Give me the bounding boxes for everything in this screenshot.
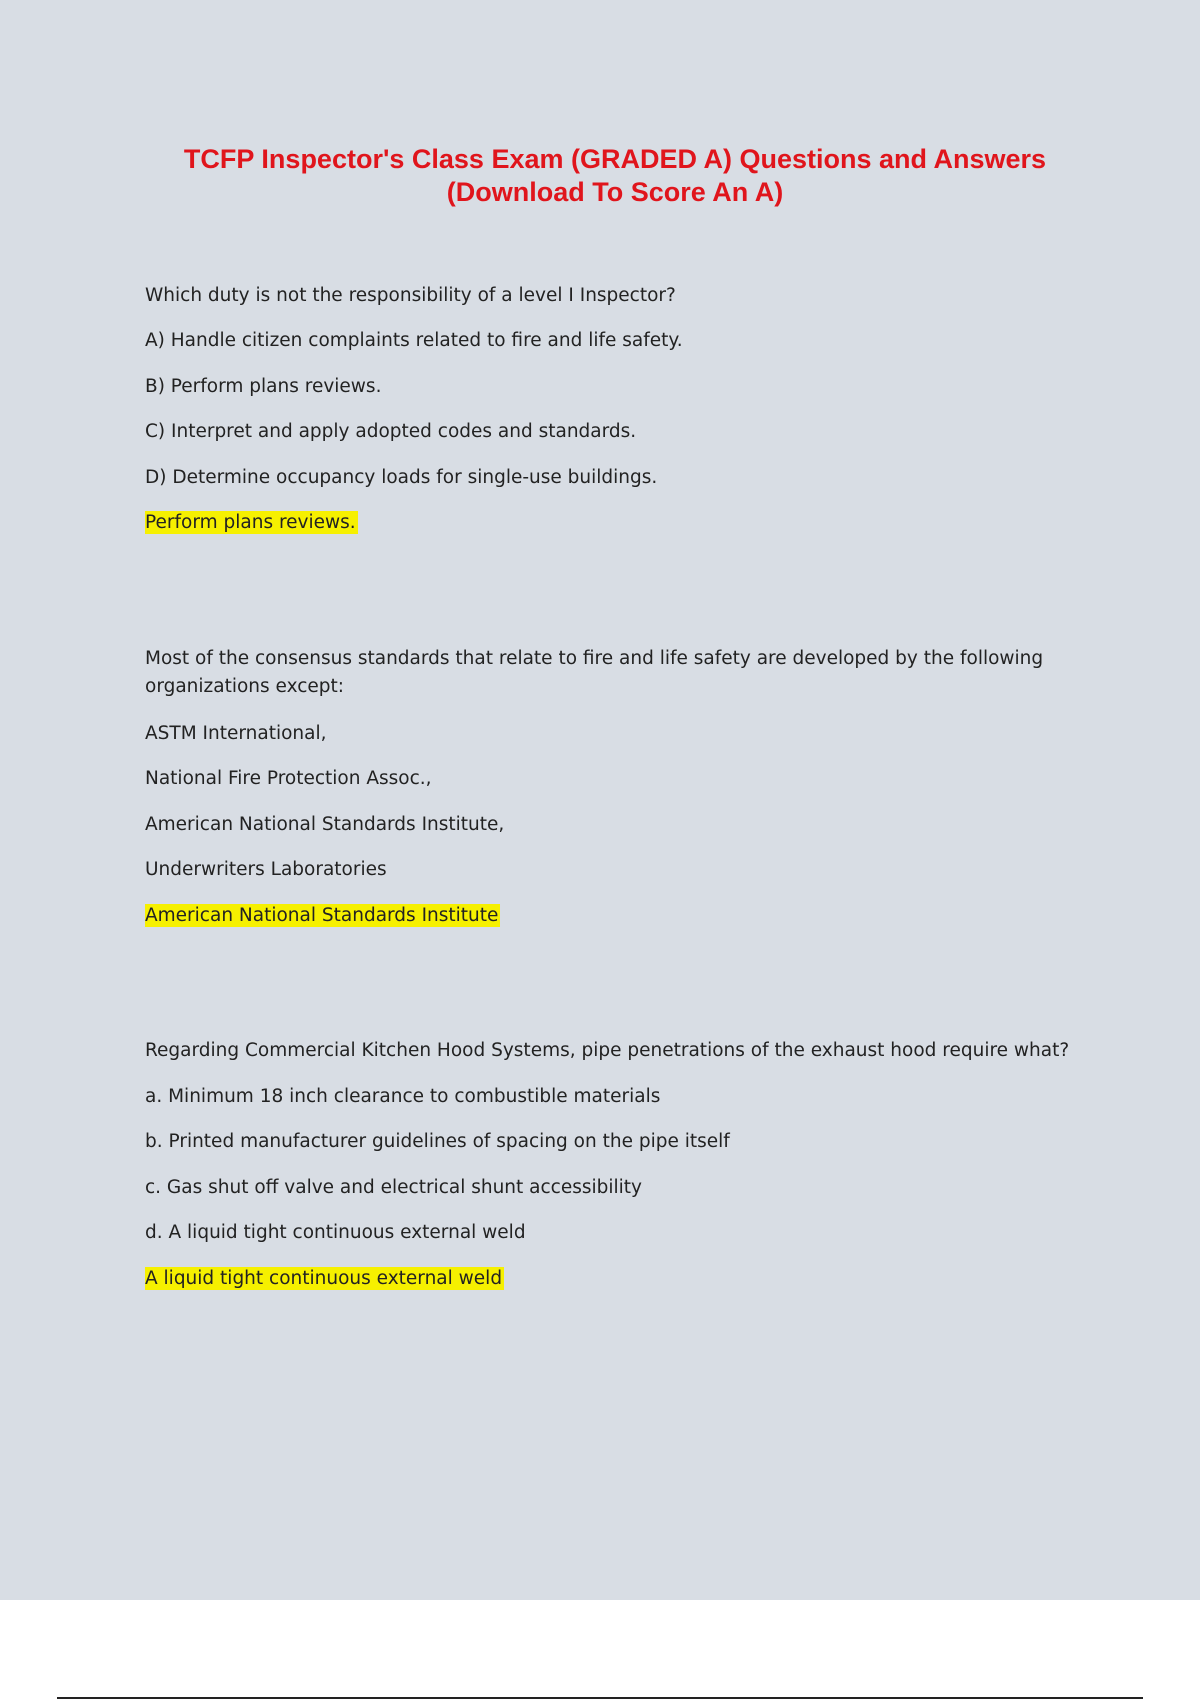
question-3-option-b: b. Printed manufacturer guidelines of spacing on the pipe itself	[145, 1131, 730, 1152]
question-2-option-3: American National Standards Institute,	[145, 814, 505, 835]
question-2-answer	[145, 902, 1065, 930]
question-2-answer-highlight: American National Standards Institute	[145, 905, 499, 926]
document-title-line-2: (Download To Score An A)	[446, 177, 784, 207]
question-3-option-c: c. Gas shut off valve and electrical shunt accessibility	[145, 1177, 643, 1198]
question-1-text: Which duty is not the responsibility of a level I Inspector?	[145, 285, 676, 306]
question-1-answer-highlight: Perform plans reviews.	[145, 512, 356, 533]
question-1-option-d: D) Determine occupancy loads for single-use buildings.	[145, 467, 658, 488]
footer-divider	[57, 1697, 1143, 1699]
question-1-answer	[145, 509, 1065, 537]
question-3-option-d: d. A liquid tight continuous external weld	[145, 1222, 526, 1243]
question-2-text: Most of the consensus standards that relate to fire and life safety are developed by the following organizations except:	[145, 648, 1044, 697]
question-1-option-b: B) Perform plans reviews.	[145, 376, 382, 397]
question-2-option-1: ASTM International,	[145, 723, 327, 744]
question-2-option-4: Underwriters Laboratories	[145, 859, 387, 880]
question-3-text: Regarding Commercial Kitchen Hood Systems, pipe penetrations of the exhaust hood require what?	[145, 1040, 1070, 1061]
question-3-answer	[145, 1265, 1065, 1293]
question-1-option-a: A) Handle citizen complaints related to fire and life safety.	[145, 330, 683, 351]
question-3-option-a: a. Minimum 18 inch clearance to combustible materials	[145, 1086, 661, 1107]
question-3-answer-highlight: A liquid tight continuous external weld	[145, 1268, 503, 1289]
document-title	[110, 143, 1120, 209]
question-1-option-c: C) Interpret and apply adopted codes and standards.	[145, 421, 637, 442]
document-title-line-1: TCFP Inspector's Class Exam (GRADED A) Questions and Answers	[183, 144, 1047, 174]
question-2-option-2: National Fire Protection Assoc.,	[145, 768, 432, 789]
